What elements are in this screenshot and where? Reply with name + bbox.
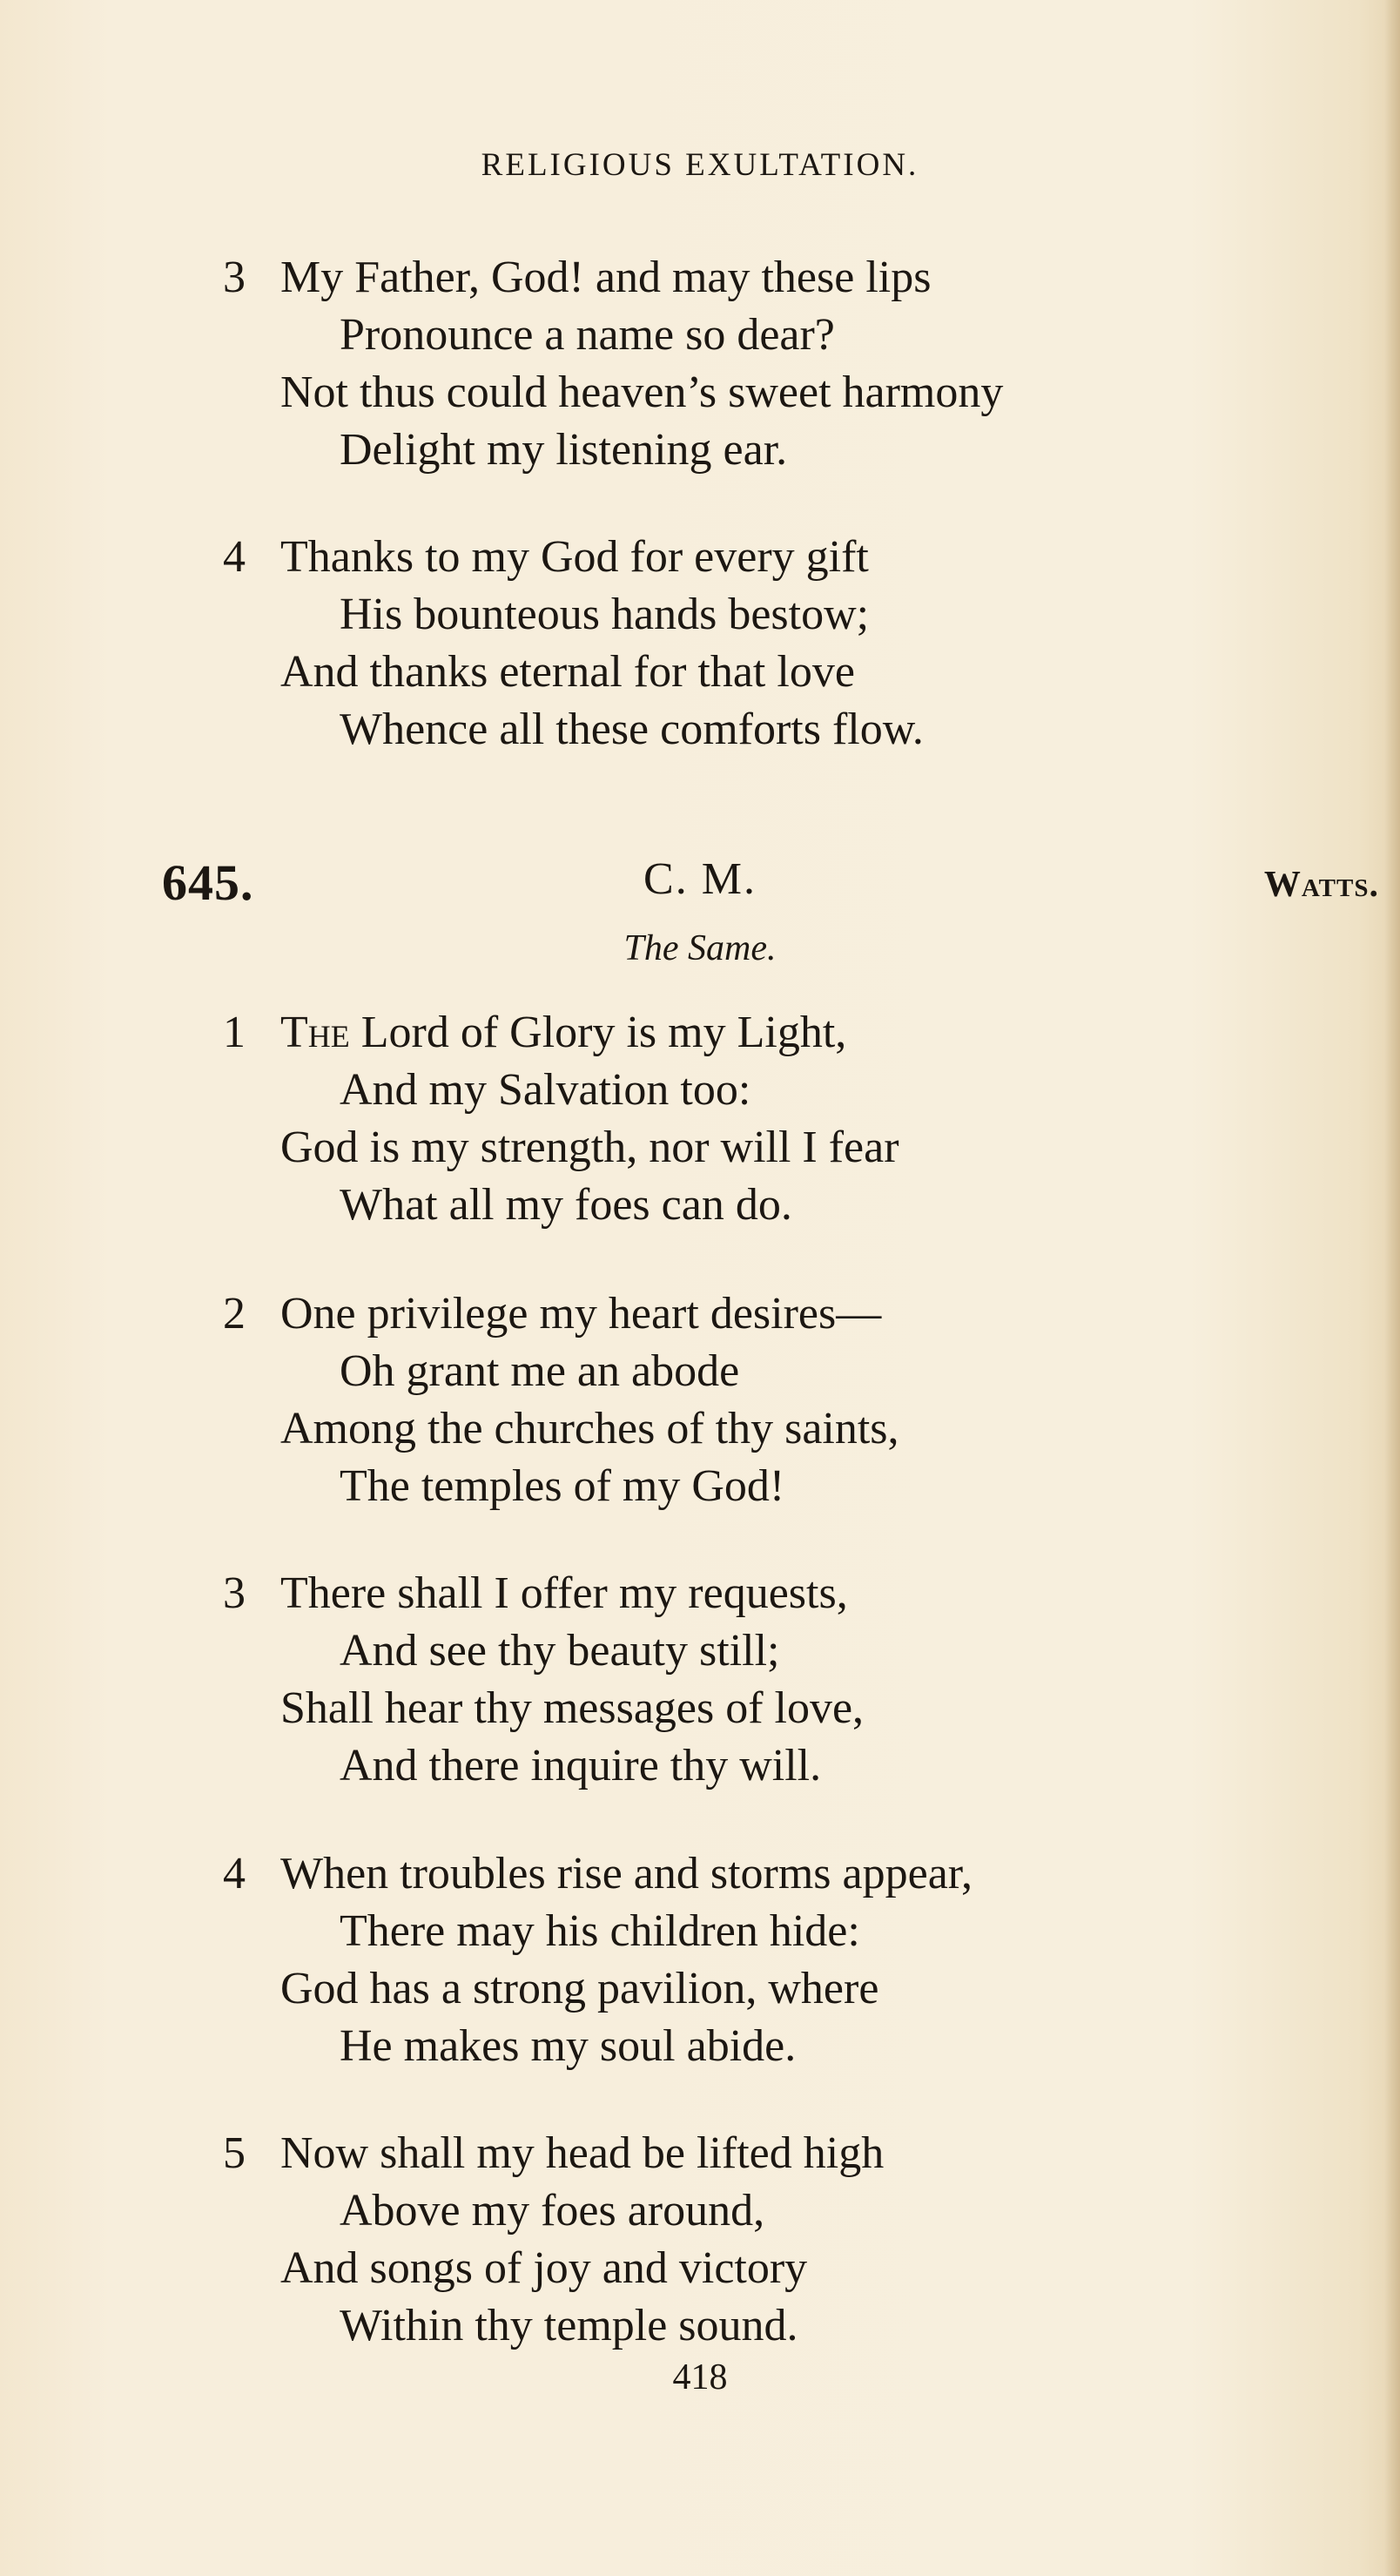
stanza-number: 4 xyxy=(223,1849,246,1898)
stanza-line: The temples of my God! xyxy=(340,1461,785,1511)
stanza-number: 2 xyxy=(223,1289,246,1339)
stanza-line: Above my foes around, xyxy=(340,2186,765,2235)
stanza-line: Oh grant me an abode xyxy=(340,1346,740,1396)
hymn-stanza-3 xyxy=(223,1565,865,1795)
stanza-number: 4 xyxy=(223,532,246,582)
stanza-line: God has a strong pavilion, where xyxy=(280,1964,879,2013)
hymn-stanza-1 xyxy=(223,1004,899,1234)
hymn-stanza-5 xyxy=(223,2125,885,2355)
stanza-line: Not thus could heaven’s sweet harmony xyxy=(280,368,1004,417)
stanza-line: My Father, God! and may these lips xyxy=(280,253,932,302)
page-number: 418 xyxy=(672,2357,728,2397)
stanza-number: 3 xyxy=(223,1568,246,1618)
hymn-stanza-4 xyxy=(223,1845,973,2075)
stanza-number: 1 xyxy=(223,1008,246,1057)
hymn-author: Watts. xyxy=(1263,865,1379,905)
hymn-stanza-2 xyxy=(223,1285,899,1515)
stanza-first-line-rest: Lord of Glory is my Light, xyxy=(349,1008,847,1057)
hymn-meter: C. M. xyxy=(643,854,757,904)
stanza-line: God is my strength, nor will I fear xyxy=(280,1123,899,1172)
stanza-line: And see thy beauty still; xyxy=(340,1626,780,1676)
stanza-line: And thanks eternal for that love xyxy=(280,647,855,697)
stanza-line: Shall hear thy messages of love, xyxy=(280,1683,865,1733)
stanza-line: Now shall my head be lifted high xyxy=(280,2128,885,2178)
stanza-line xyxy=(280,1004,899,1062)
continued-stanza-4 xyxy=(223,529,924,759)
stanza-line: Delight my listening ear. xyxy=(340,425,788,475)
stanza-line: There may his children hide: xyxy=(340,1906,860,1956)
stanza-line: Thanks to my God for every gift xyxy=(280,532,869,582)
stanza-line: And songs of joy and victory xyxy=(280,2243,808,2293)
stanza-line: What all my foes can do. xyxy=(340,1180,792,1230)
stanza-line: And my Salvation too: xyxy=(340,1065,751,1115)
stanza-line: He makes my soul abide. xyxy=(340,2021,797,2071)
stanza-line: When troubles rise and storms appear, xyxy=(280,1849,973,1898)
stanza-line: Within thy temple sound. xyxy=(340,2301,798,2350)
stanza-line: His bounteous hands bestow; xyxy=(340,590,870,639)
stanza-line: One privilege my heart desires— xyxy=(280,1289,882,1339)
stanza-line: Pronounce a name so dear? xyxy=(340,310,835,360)
stanza-line: Whence all these comforts flow. xyxy=(340,705,924,754)
stanza-line: And there inquire thy will. xyxy=(340,1741,822,1790)
page-edge-shadow xyxy=(1384,0,1400,2576)
stanza-number: 5 xyxy=(223,2128,246,2178)
stanza-number: 3 xyxy=(223,253,246,302)
running-head: RELIGIOUS EXULTATION. xyxy=(481,147,919,183)
continued-stanza-3 xyxy=(223,249,1004,479)
stanza-first-word: The xyxy=(280,1008,350,1057)
hymn-number: 645. xyxy=(162,854,254,911)
stanza-line: Among the churches of thy saints, xyxy=(280,1404,899,1453)
hymn-subtitle: The Same. xyxy=(623,928,777,968)
stanza-line: There shall I offer my requests, xyxy=(280,1568,848,1618)
